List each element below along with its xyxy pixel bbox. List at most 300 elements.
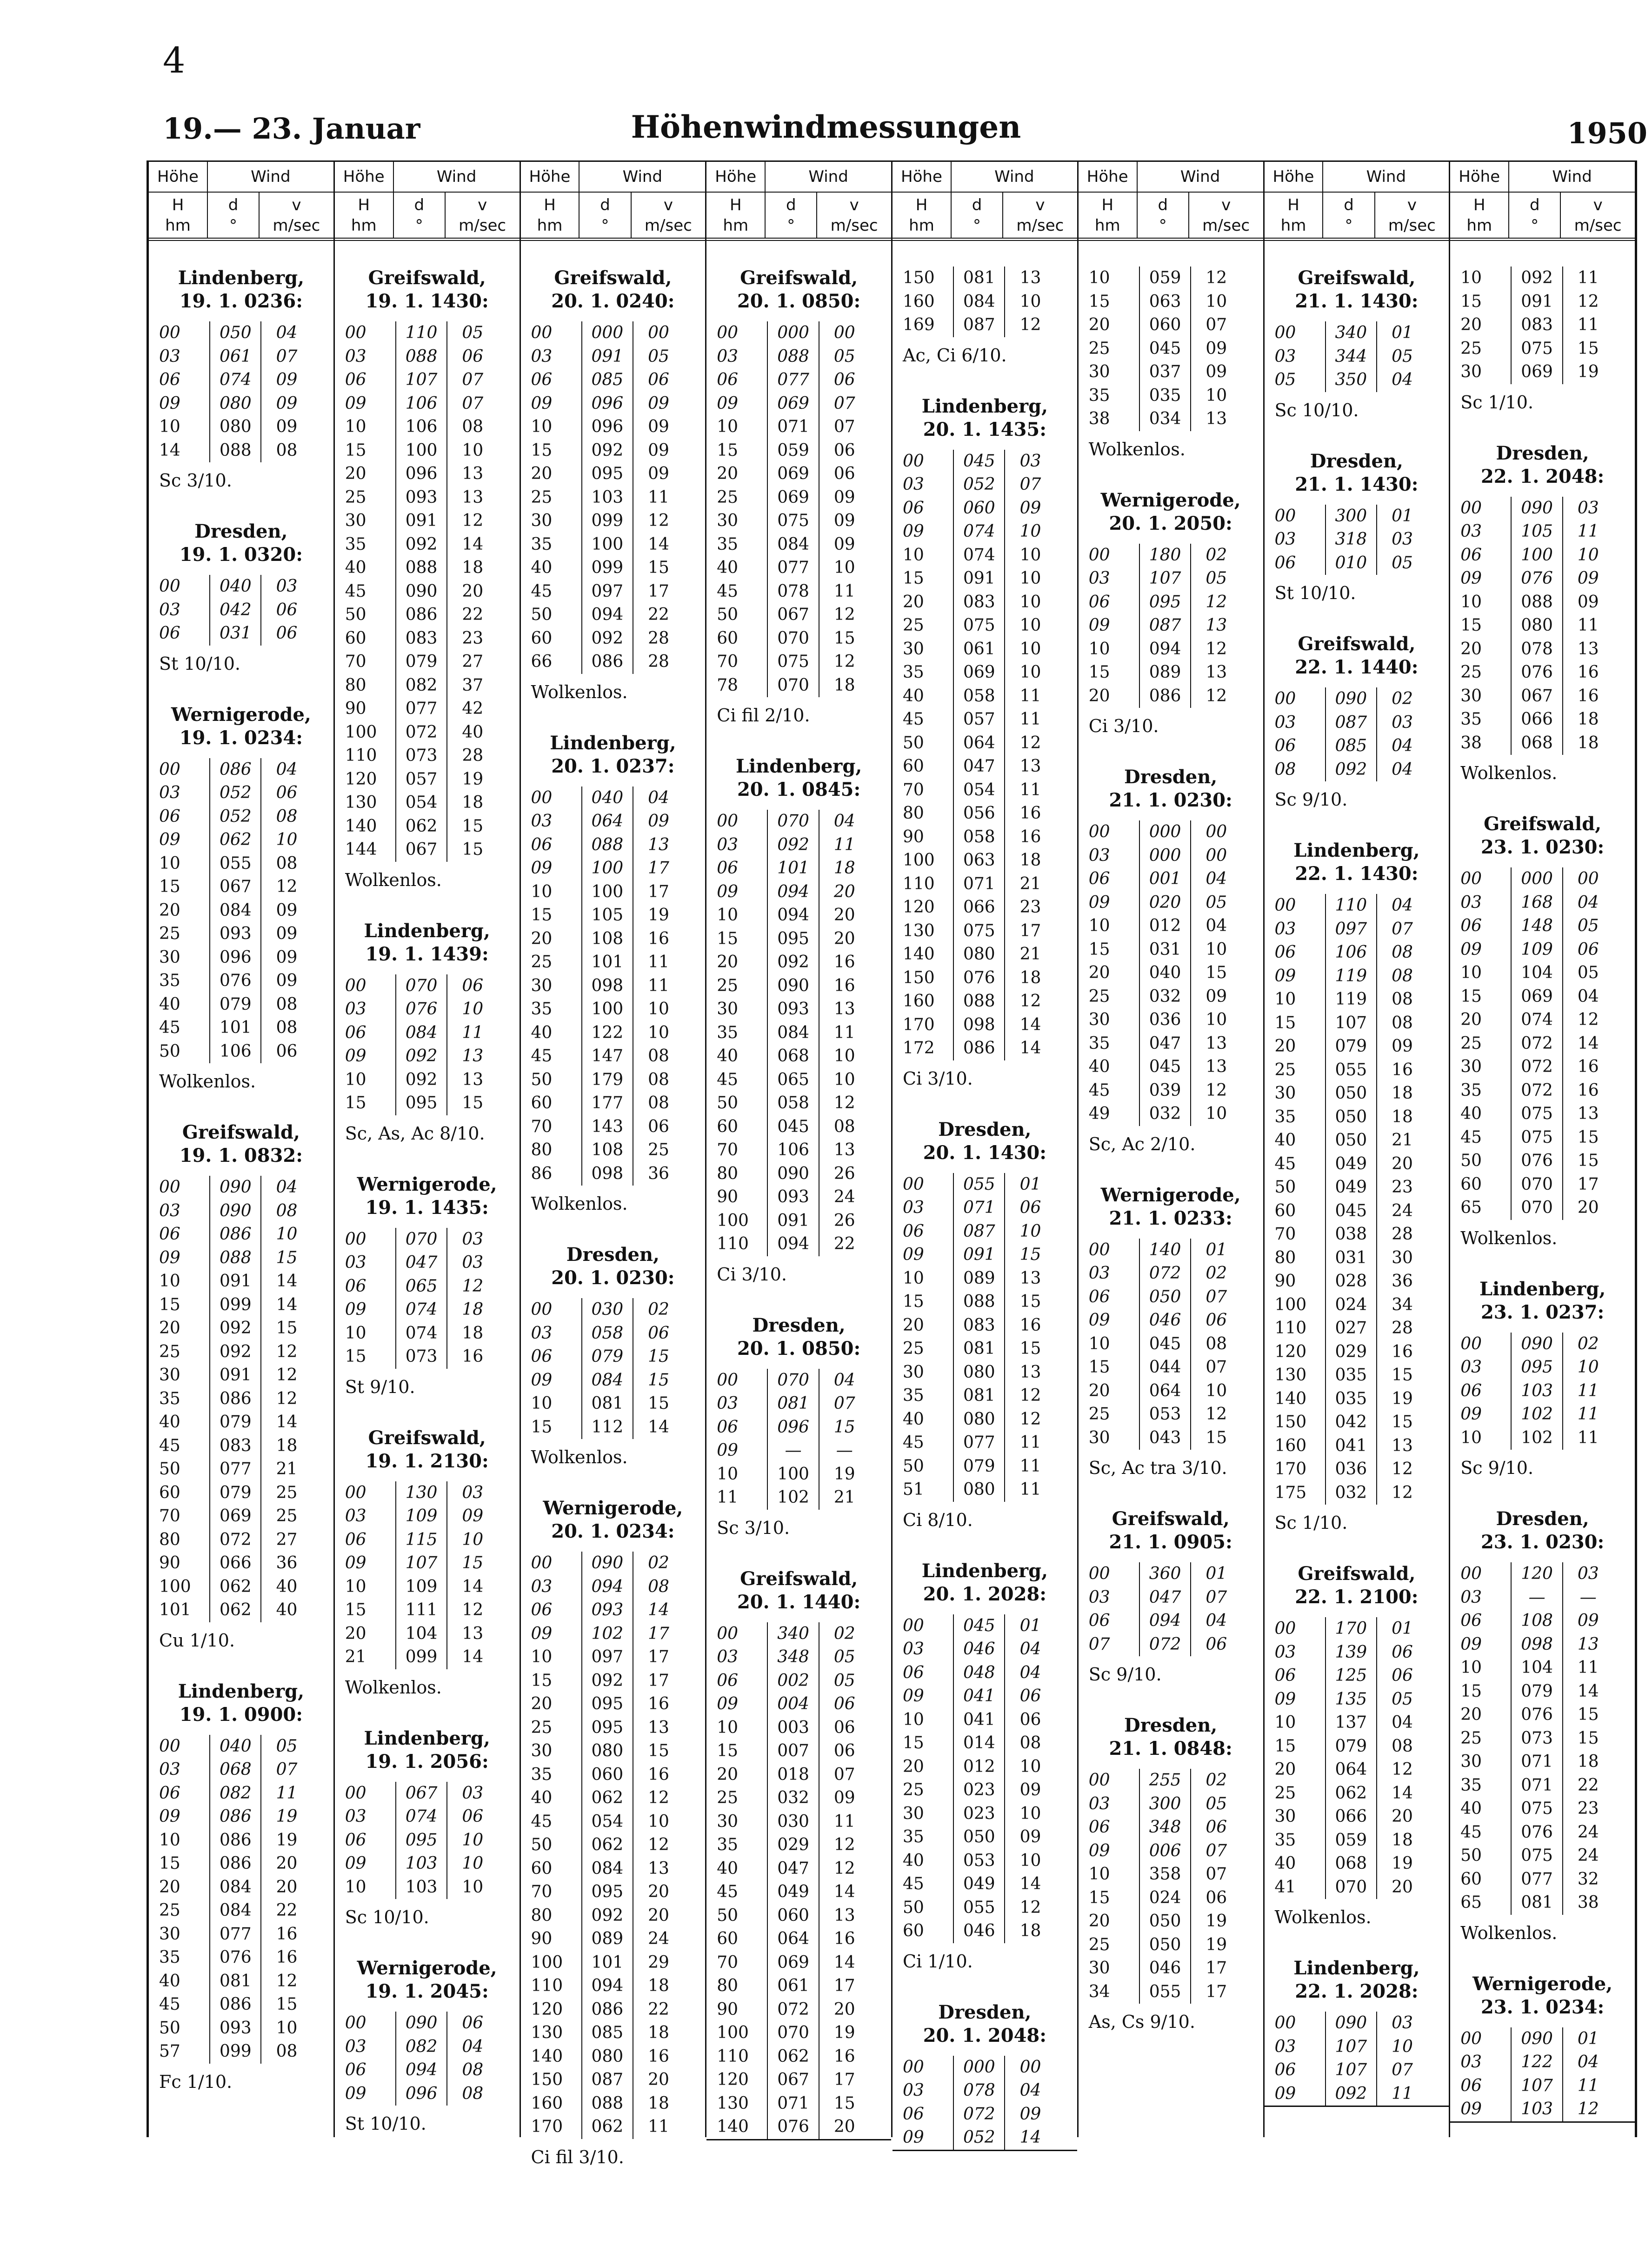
header-deg: ° [973, 216, 981, 235]
speed-value: 04 [446, 2035, 498, 2059]
speed-value: 10 [819, 556, 870, 580]
table-row [529, 1857, 697, 1881]
speed-value: 20 [1562, 1196, 1613, 1220]
header-v: v [849, 195, 859, 214]
height-value: 130 [345, 793, 377, 812]
height-value: 60 [159, 1483, 180, 1502]
height-value: 70 [903, 780, 924, 800]
height-value: 06 [1460, 1381, 1482, 1400]
direction-value: 069 [209, 1505, 260, 1528]
speed-value: 12 [1190, 1403, 1241, 1426]
speed-value: 22 [260, 1899, 312, 1923]
station-heading [343, 920, 511, 966]
table-row [1087, 1262, 1255, 1286]
cloud-remark: Sc, As, Ac 8/10. [345, 1123, 485, 1144]
direction-value: 062 [209, 1599, 260, 1622]
table-row [1087, 1633, 1255, 1657]
height-value: 120 [345, 769, 377, 789]
header-direction-unit [208, 193, 260, 238]
speed-value: 15 [1190, 1426, 1241, 1450]
speed-value: 20 [260, 1852, 312, 1876]
direction-value: 069 [767, 1951, 818, 1975]
header-hoehe: Höhe [335, 162, 394, 192]
speed-value: 07 [260, 1758, 312, 1782]
header-wind: Wind [994, 167, 1034, 186]
direction-value: 075 [1511, 1844, 1562, 1868]
table-row [343, 1876, 511, 1899]
height-value: 40 [903, 686, 924, 706]
height-value: 06 [717, 859, 739, 878]
speed-value: 09 [1376, 1035, 1427, 1059]
speed-value: 04 [1004, 1661, 1055, 1685]
direction-value: 106 [767, 1139, 818, 1162]
speed-value: 19 [260, 1829, 312, 1853]
column-body [521, 241, 706, 2169]
height-value: 10 [531, 417, 553, 436]
speed-value: 02 [1190, 544, 1241, 567]
table-row [715, 1998, 883, 2022]
height-value: 10 [717, 1464, 739, 1484]
speed-value: 23 [1376, 1176, 1427, 1200]
height-value: 110 [1274, 1319, 1307, 1338]
table-row [715, 1833, 883, 1857]
speed-value: 10 [1004, 661, 1055, 685]
table-row [1273, 1223, 1441, 1246]
table-column [1079, 162, 1265, 2137]
table-row [343, 392, 511, 416]
direction-value: 040 [209, 1735, 260, 1759]
block-divider [893, 2150, 1077, 2151]
speed-value: 07 [1190, 1586, 1241, 1610]
direction-value: 071 [1511, 1750, 1562, 1774]
height-value: 06 [717, 370, 739, 389]
height-value: 40 [1274, 1854, 1296, 1873]
speed-value: 14 [633, 533, 684, 557]
height-value: 35 [717, 534, 739, 554]
height-value: 100 [159, 1577, 191, 1596]
speed-value: 08 [633, 1092, 684, 1115]
direction-value: 010 [1325, 552, 1376, 575]
speed-value: 13 [1562, 1633, 1613, 1657]
height-value: 20 [1460, 1010, 1482, 1029]
header-hm: hm [165, 216, 191, 235]
station-datetime: 20. 1. 0234: [551, 1520, 675, 1542]
direction-value: 060 [581, 1763, 633, 1787]
speed-value: 11 [1562, 520, 1613, 544]
header-deg: ° [601, 216, 609, 235]
direction-value: 032 [767, 1786, 818, 1810]
height-value: 60 [531, 628, 553, 648]
speed-value: 28 [1376, 1317, 1427, 1340]
table-row [529, 1416, 697, 1440]
height-value: 25 [159, 1901, 180, 1920]
direction-value: 052 [209, 805, 260, 829]
table-row [157, 1317, 325, 1340]
table-row [715, 951, 883, 974]
height-value: 06 [531, 1347, 553, 1366]
height-value: 25 [1460, 1033, 1482, 1053]
cloud-remark: Ci 3/10. [717, 1264, 787, 1285]
table-row [1459, 1727, 1626, 1751]
direction-value: 045 [1325, 1200, 1376, 1223]
speed-value: 16 [819, 974, 870, 998]
table-row [1459, 1586, 1626, 1610]
speed-value: 12 [1190, 638, 1241, 661]
station-name: Wernigerode, [1100, 489, 1241, 511]
direction-value: 036 [1325, 1458, 1376, 1481]
station-heading [1273, 267, 1441, 313]
header-hoehe: Höhe [893, 162, 952, 192]
height-value: 60 [531, 1859, 553, 1878]
station-datetime: 20. 1. 0850: [737, 1337, 861, 1360]
height-value: 06 [159, 806, 180, 826]
direction-value: 080 [1511, 614, 1562, 638]
direction-value: 086 [581, 1998, 633, 2022]
direction-value: 109 [395, 1575, 446, 1599]
height-value: 09 [531, 859, 553, 878]
header-deg: ° [1531, 216, 1539, 235]
direction-value: 344 [1325, 345, 1376, 369]
speed-value: 11 [1562, 267, 1613, 290]
station-heading [715, 1314, 883, 1360]
direction-value: 090 [209, 1176, 260, 1200]
speed-value: 01 [1376, 1617, 1427, 1641]
table-row [1087, 1102, 1255, 1126]
speed-value: 09 [446, 1505, 498, 1528]
station-name: Lindenberg, [1293, 1957, 1420, 1979]
table-row [529, 1739, 697, 1763]
direction-value: 064 [953, 732, 1004, 755]
table-row [157, 1411, 325, 1434]
table-row [715, 486, 883, 510]
speed-value: 03 [1562, 497, 1613, 520]
direction-value: 300 [1325, 505, 1376, 528]
direction-value: 082 [209, 1782, 260, 1806]
height-value: 60 [345, 628, 366, 648]
table-row [343, 345, 511, 369]
table-row [1459, 1403, 1626, 1426]
direction-value: 067 [1511, 685, 1562, 708]
direction-value: 049 [953, 1873, 1004, 1896]
speed-value: 13 [1190, 1055, 1241, 1079]
speed-value: 40 [260, 1575, 312, 1599]
table-row [715, 1139, 883, 1162]
height-value: 03 [1088, 1264, 1110, 1283]
speed-value: 02 [1190, 1262, 1241, 1286]
station-heading [1087, 1184, 1255, 1230]
direction-value: 092 [581, 439, 633, 463]
speed-value: 29 [633, 1951, 684, 1975]
direction-value: 059 [767, 439, 818, 463]
height-value: 20 [1088, 1381, 1110, 1400]
table-row [901, 473, 1069, 497]
direction-value: 094 [581, 1974, 633, 1998]
speed-value: 13 [819, 1904, 870, 1928]
speed-value: 12 [260, 1340, 312, 1364]
direction-value: 106 [395, 415, 446, 439]
speed-value: 16 [1376, 1059, 1427, 1082]
speed-value: 18 [446, 556, 498, 580]
speed-value: 07 [819, 392, 870, 416]
height-value: 34 [1088, 1982, 1110, 2001]
direction-value: 103 [581, 486, 633, 510]
height-value: 09 [345, 393, 366, 413]
table-row [901, 1779, 1069, 1802]
height-value: 45 [717, 1882, 739, 1901]
direction-value: 076 [953, 966, 1004, 990]
station-datetime: 20. 1. 2050: [1109, 512, 1232, 534]
direction-value: 318 [1325, 528, 1376, 552]
direction-value: 094 [581, 1575, 633, 1599]
speed-value: 15 [633, 1369, 684, 1393]
direction-value: 073 [1511, 1727, 1562, 1751]
direction-value: 048 [953, 1661, 1004, 1685]
direction-value: 060 [1139, 313, 1190, 337]
direction-value: 074 [395, 1805, 446, 1829]
table-row [901, 1638, 1069, 1661]
speed-value: 20 [1376, 1876, 1427, 1899]
height-value: 169 [903, 315, 935, 334]
height-value: 25 [717, 976, 739, 995]
table-row [529, 533, 697, 557]
table-row [1087, 1839, 1255, 1863]
speed-value: 04 [1376, 734, 1427, 758]
speed-value: 11 [1562, 2074, 1613, 2098]
speed-value: 28 [1376, 1223, 1427, 1246]
height-value: 06 [159, 370, 180, 389]
speed-value: 15 [633, 1392, 684, 1416]
height-value: 90 [717, 1999, 739, 2019]
station-datetime: 23. 1. 0234: [1480, 1996, 1605, 2018]
height-value: 50 [903, 1456, 924, 1476]
speed-value: 22 [633, 1998, 684, 2022]
station-heading [1459, 442, 1626, 488]
direction-value: 028 [1325, 1270, 1376, 1293]
direction-value: 095 [581, 1716, 633, 1740]
speed-value: 13 [446, 1068, 498, 1092]
table-row [901, 2126, 1069, 2150]
direction-value: 075 [953, 614, 1004, 638]
table-row [715, 368, 883, 392]
speed-value: 12 [1004, 1384, 1055, 1408]
direction-value: 100 [395, 439, 446, 463]
table-row [1273, 1805, 1441, 1829]
height-value: 15 [1088, 292, 1110, 311]
direction-value: 074 [953, 520, 1004, 544]
direction-value: 103 [1511, 2098, 1562, 2121]
cloud-remark: St 10/10. [1274, 583, 1356, 603]
station-name: Lindenberg, [178, 267, 305, 289]
station-datetime: 22. 1. 2100: [1295, 1586, 1419, 1608]
table-row [1273, 1829, 1441, 1853]
header-height-unit [1265, 193, 1324, 238]
height-value: 110 [717, 1234, 749, 1253]
station-heading [715, 755, 883, 801]
direction-value: 100 [767, 1463, 818, 1486]
direction-value: 348 [767, 1646, 818, 1669]
height-value: 110 [345, 746, 377, 765]
table-row [1087, 567, 1255, 591]
table-row [901, 779, 1069, 802]
direction-value: 086 [209, 1993, 260, 2017]
direction-value: 137 [1325, 1711, 1376, 1735]
height-value: 09 [1460, 1405, 1482, 1424]
header-speed-unit [1561, 193, 1635, 238]
direction-value: 078 [1511, 638, 1562, 661]
height-value: 25 [1460, 663, 1482, 682]
table-row [1459, 1750, 1626, 1774]
direction-value: 079 [581, 1345, 633, 1369]
direction-value: 081 [767, 1392, 818, 1416]
height-value: 40 [717, 1046, 739, 1066]
height-value: 06 [1274, 2060, 1296, 2079]
table-row [157, 1805, 325, 1829]
direction-value: 097 [1325, 918, 1376, 941]
table-row [1273, 734, 1441, 758]
table-row [901, 990, 1069, 1013]
header-speed-unit [1003, 193, 1077, 238]
speed-value: 10 [1004, 591, 1055, 614]
table-row [1459, 2074, 1626, 2098]
direction-value: 075 [767, 650, 818, 674]
direction-value: 029 [1325, 1340, 1376, 1364]
speed-value: 13 [1190, 661, 1241, 685]
speed-value: 06 [260, 781, 312, 805]
direction-value: 086 [209, 1829, 260, 1853]
table-row [901, 1408, 1069, 1432]
direction-value: 072 [1511, 1032, 1562, 1056]
height-value: 20 [531, 929, 553, 948]
cloud-remark: Ci 8/10. [903, 1509, 973, 1530]
table-row [1087, 614, 1255, 638]
height-value: 10 [1088, 916, 1110, 935]
direction-value: 000 [1139, 820, 1190, 844]
table-row [1459, 1609, 1626, 1633]
direction-value: 058 [581, 1322, 633, 1346]
table-row [901, 567, 1069, 591]
direction-value: 090 [581, 1552, 633, 1575]
direction-value: 061 [767, 1974, 818, 1998]
height-value: 06 [531, 370, 553, 389]
cloud-remark: As, Cs 9/10. [1088, 2012, 1195, 2032]
table-row [529, 1345, 697, 1369]
height-value: 20 [903, 1315, 924, 1335]
speed-value: 11 [1004, 1431, 1055, 1455]
table-row [1459, 2098, 1626, 2121]
speed-value: 18 [633, 2092, 684, 2116]
height-value: 09 [345, 1300, 366, 1319]
header-d: d [1158, 195, 1168, 214]
table-row [157, 828, 325, 852]
speed-value: 08 [260, 2040, 312, 2064]
table-row [1087, 1910, 1255, 1933]
header-direction-unit [580, 193, 631, 238]
table-row [529, 1646, 697, 1669]
height-value: 15 [531, 1671, 553, 1690]
header-hm: hm [723, 216, 749, 235]
header-hm: hm [1466, 216, 1492, 235]
height-value: 66 [531, 652, 553, 671]
station-datetime: 19. 1. 1435: [365, 1196, 489, 1219]
table-row [157, 1946, 325, 1970]
height-value: 40 [345, 558, 366, 577]
header-speed-unit [817, 193, 891, 238]
table-row [157, 1758, 325, 1782]
speed-value: 24 [633, 1927, 684, 1951]
speed-value: 09 [260, 922, 312, 946]
direction-value: 080 [953, 1478, 1004, 1502]
speed-value: 04 [1376, 1711, 1427, 1735]
station-name: Lindenberg, [735, 755, 862, 777]
table-row [157, 2040, 325, 2064]
direction-value: 055 [1325, 1059, 1376, 1082]
table-column [706, 162, 893, 2137]
direction-value: 069 [953, 661, 1004, 685]
block-divider [1265, 2106, 1449, 2107]
height-value: 03 [903, 475, 924, 494]
table-row [1087, 1886, 1255, 1910]
speed-value: 07 [1376, 2059, 1427, 2082]
header-msec: m/sec [1388, 216, 1436, 235]
direction-value: 075 [1511, 1102, 1562, 1126]
station-datetime: 20. 1. 0240: [551, 290, 675, 312]
station-heading [1459, 813, 1626, 859]
direction-value: 075 [953, 920, 1004, 943]
height-value: 110 [717, 2046, 749, 2066]
height-value: 35 [717, 1023, 739, 1042]
height-value: 03 [1460, 1358, 1482, 1377]
speed-value: 17 [633, 880, 684, 904]
cloud-remark: Sc 10/10. [345, 1907, 429, 1927]
height-value: 03 [345, 347, 366, 366]
speed-value: 10 [1004, 290, 1055, 314]
direction-value: 077 [209, 1923, 260, 1946]
table-row [715, 1880, 883, 1904]
station-heading [343, 1426, 511, 1473]
table-row [157, 1176, 325, 1200]
table-row [1273, 2035, 1441, 2059]
speed-value: 05 [1190, 1793, 1241, 1816]
direction-value: 097 [581, 580, 633, 604]
station-datetime: 19. 1. 0236: [179, 290, 303, 312]
height-value: 03 [1088, 1794, 1110, 1813]
table-row [343, 1599, 511, 1622]
table-row [1273, 1176, 1441, 1200]
table-row [901, 1478, 1069, 1502]
direction-value: 044 [1139, 1356, 1190, 1380]
direction-value: 076 [1511, 661, 1562, 685]
table-row [1459, 1797, 1626, 1821]
direction-value: 038 [1325, 1223, 1376, 1246]
height-value: 03 [345, 1253, 366, 1272]
height-value: 25 [717, 487, 739, 507]
direction-value: 077 [1511, 1868, 1562, 1892]
speed-value: 00 [1562, 867, 1613, 891]
header-hoehe: Höhe [521, 162, 580, 192]
header-height-unit [706, 193, 766, 238]
direction-value: 092 [1325, 2082, 1376, 2106]
height-value: 00 [531, 788, 553, 807]
cloud-remark: Sc, Ac 2/10. [1088, 1133, 1196, 1154]
direction-value: 135 [1325, 1688, 1376, 1712]
speed-value: 12 [819, 603, 870, 627]
height-value: 06 [1274, 943, 1296, 962]
speed-value: 06 [446, 2012, 498, 2035]
table-row [157, 345, 325, 369]
direction-value: 088 [581, 833, 633, 857]
height-value: 15 [1088, 1888, 1110, 1907]
direction-value: 094 [395, 2059, 446, 2082]
